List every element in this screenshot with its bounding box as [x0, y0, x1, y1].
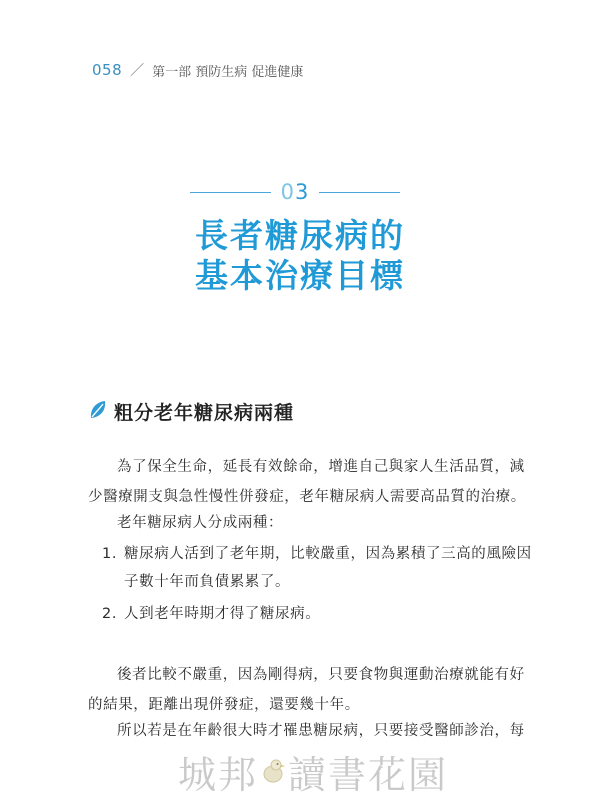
list-text-2: 人到老年時期才得了糖尿病。	[124, 606, 321, 622]
list-number-2: 2.	[102, 606, 118, 622]
chapter-number-digit-1: 0	[280, 180, 295, 204]
watermark	[178, 744, 448, 799]
page-number: 058	[92, 61, 123, 79]
paragraph-4: 所以若是在年齡很大時才罹患糖尿病，只要接受醫師診治，每	[117, 723, 525, 739]
bird-logo-icon	[260, 750, 286, 794]
section-title: 粗分老年糖尿病兩種	[114, 402, 295, 424]
chapter-number	[281, 180, 310, 204]
paragraph-2: 老年糖尿病人分成兩種：	[117, 515, 284, 531]
paragraph-1: 為了保全生命，延長有效餘命，增進自己與家人生活品質，減少醫療開支與急性慢性併發症，老年糖尿病人需要高品質的治療。	[88, 459, 526, 505]
chapter-number-digit-2: 3	[295, 180, 310, 204]
list-item-1	[102, 540, 532, 596]
part-title: 第一部 預防生病 促進健康	[152, 64, 304, 80]
chapter-number-row	[190, 180, 400, 204]
chapter-rule-right	[319, 192, 400, 193]
chapter-rule-left	[190, 192, 271, 193]
list-item-2	[102, 600, 532, 628]
header-separator: ／	[130, 63, 145, 79]
watermark-text-a: 城邦	[178, 753, 259, 797]
leaf-icon	[88, 399, 108, 425]
list-number-1: 1.	[102, 546, 118, 562]
section-heading	[88, 398, 294, 425]
watermark-text-b: 讀書花園	[288, 753, 449, 797]
chapter-title-line-2: 基本治療目標	[195, 256, 405, 295]
paragraph-3: 後者比較不嚴重，因為剛得病，只要食物與運動治療就能有好的結果，距離出現併發症，還要幾十年。	[88, 667, 525, 713]
running-header	[92, 60, 303, 80]
chapter-title-line-1: 長者糖尿病的	[195, 216, 405, 255]
list-text-1: 糖尿病人活到了老年期，比較嚴重，因為累積了三高的風險因子數十年而負債累累了。	[124, 546, 532, 590]
